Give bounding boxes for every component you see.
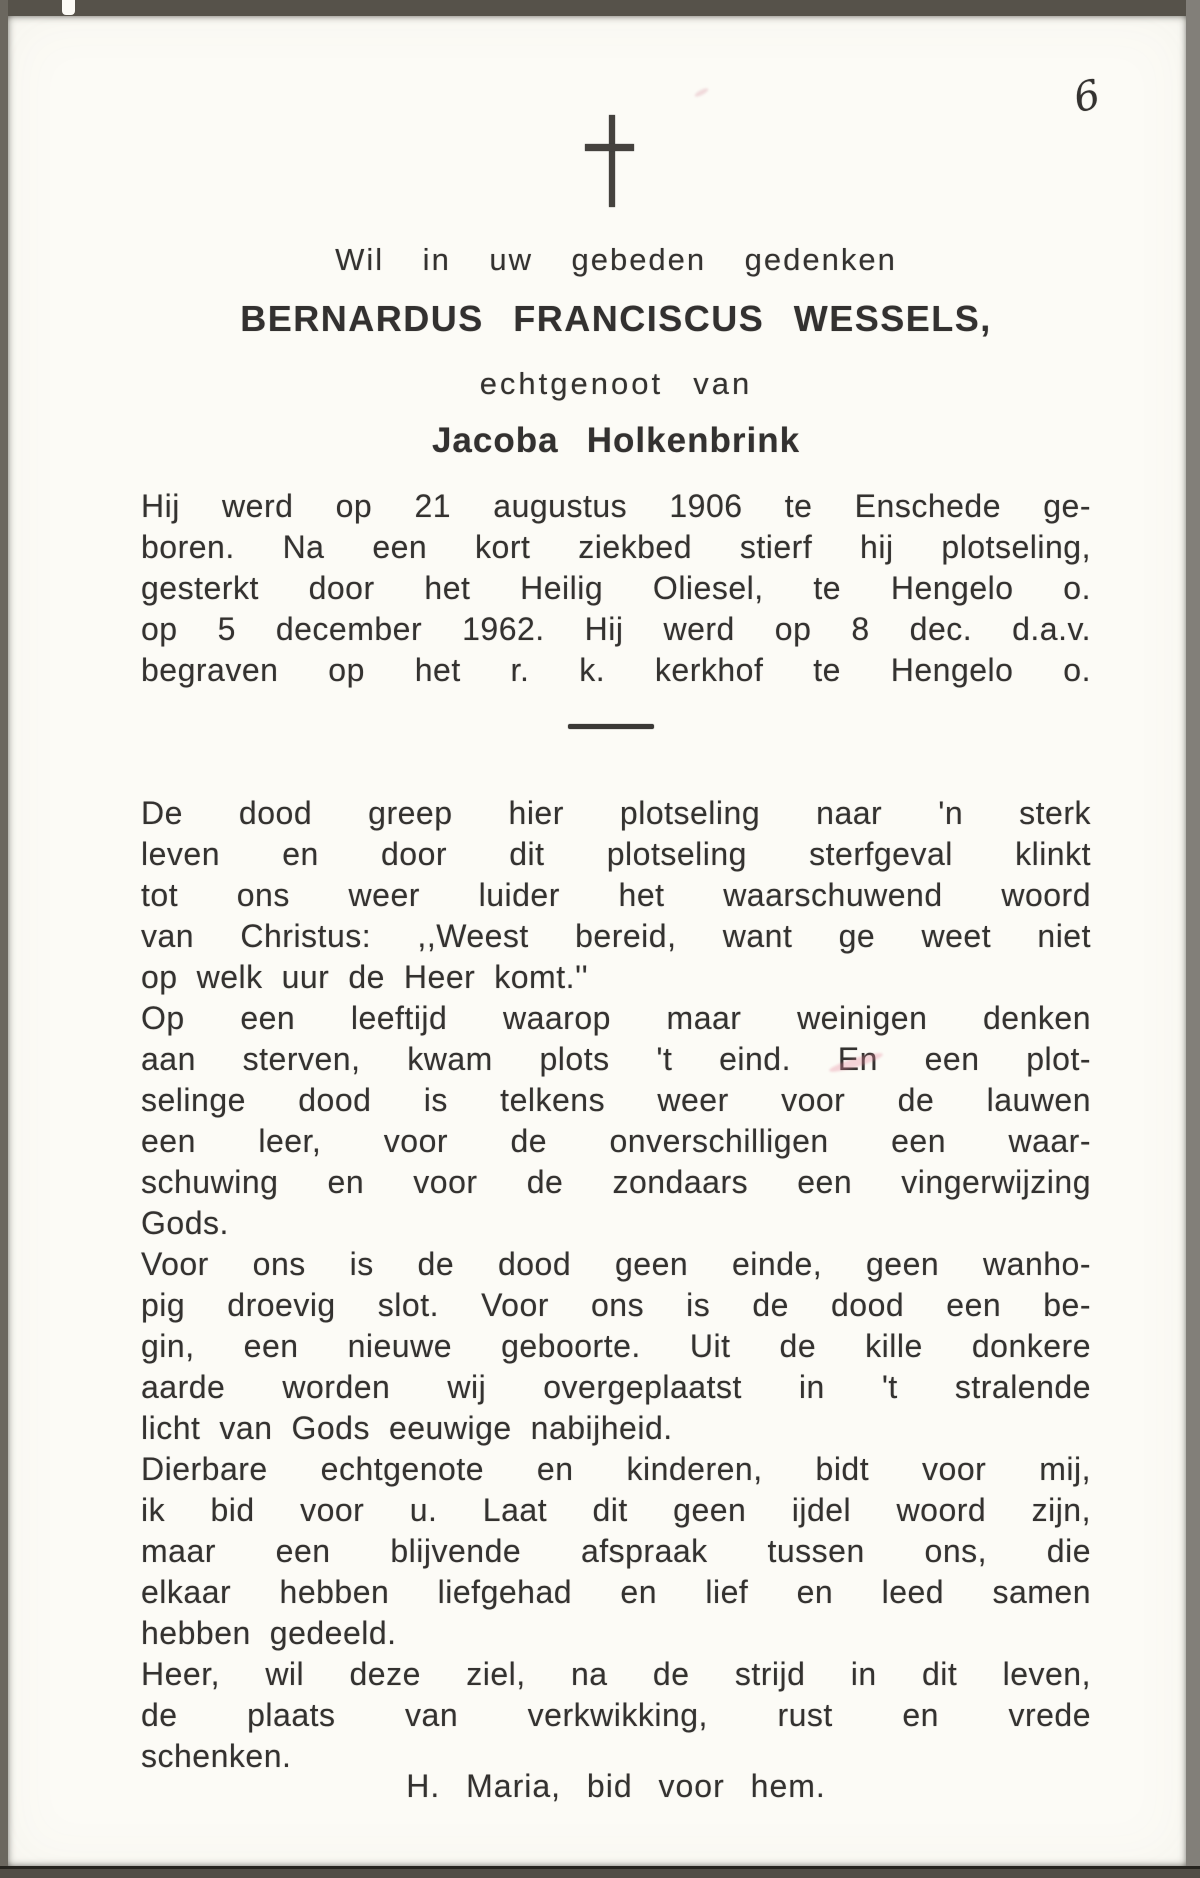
text-line: schuwing en voor de zondaars een vingerwijzing bbox=[141, 1164, 1091, 1200]
text-line: De dood greep hier plotseling naar 'n sterk bbox=[141, 795, 1091, 831]
text-line: elkaar hebben liefgehad en lief en leed samen bbox=[141, 1574, 1091, 1610]
text-line: de plaats van verkwikking, rust en vrede bbox=[141, 1697, 1091, 1733]
text-line: tot ons weer luider het waarschuwend woord bbox=[141, 877, 1091, 913]
text-line: Op een leeftijd waarop maar weinigen denken bbox=[141, 1000, 1091, 1036]
cross-icon bbox=[560, 110, 660, 215]
scan-border-notch bbox=[62, 0, 75, 15]
meditation-paragraph bbox=[141, 1449, 1091, 1654]
text-line: aan sterven, kwam plots 't eind. En een plot- bbox=[141, 1041, 1091, 1077]
text-line: op welk uur de Heer komt.'' bbox=[141, 959, 589, 995]
text-line: aarde worden wij overgeplaatst in 't stralende bbox=[141, 1369, 1091, 1405]
text-line: van Christus: ,,Weest bereid, want ge weet niet bbox=[141, 918, 1091, 954]
text-line: licht van Gods eeuwige nabijheid. bbox=[141, 1410, 673, 1446]
text-line: leven en door dit plotseling sterfgeval klinkt bbox=[141, 836, 1091, 872]
text-line: ik bid voor u. Laat dit geen ijdel woord zijn, bbox=[141, 1492, 1091, 1528]
meditation-paragraph bbox=[141, 793, 1091, 998]
spouse-name: Jacoba Holkenbrink bbox=[431, 421, 801, 460]
scan-border-top bbox=[0, 0, 1200, 16]
meditation-paragraph bbox=[141, 1654, 1091, 1777]
text-line: Hij werd op 21 augustus 1906 te Enschede ge- bbox=[141, 488, 1091, 524]
meditation-text bbox=[141, 793, 1091, 1777]
handwritten-mark: 6 bbox=[1069, 71, 1105, 123]
deceased-name: BERNARDUS FRANCISCUS WESSELS, bbox=[240, 298, 992, 339]
text-line: een leer, voor de onverschilligen een waar- bbox=[141, 1123, 1091, 1159]
section-divider bbox=[568, 724, 654, 729]
text-line: hebben gedeeld. bbox=[141, 1615, 397, 1651]
text-line: selinge dood is telkens weer voor de lauwen bbox=[141, 1082, 1091, 1118]
intro-line: Wil in uw gebeden gedenken bbox=[335, 242, 897, 277]
text-line: schenken. bbox=[141, 1738, 292, 1774]
biography-paragraph bbox=[141, 486, 1091, 691]
closing-prayer: H. Maria, bid voor hem. bbox=[406, 1768, 826, 1804]
text-line: op 5 december 1962. Hij werd op 8 dec. d.a.v. bbox=[141, 611, 1091, 647]
text-line: begraven op het r. k. kerkhof te Hengelo o. bbox=[141, 652, 1091, 688]
text-line: Gods. bbox=[141, 1205, 229, 1241]
text-line: Heer, wil deze ziel, na de strijd in dit leven, bbox=[141, 1656, 1091, 1692]
text-line: boren. Na een kort ziekbed stierf hij plotseling, bbox=[141, 529, 1091, 565]
cross-horizontal-bar bbox=[585, 144, 634, 151]
text-line: gin, een nieuwe geboorte. Uit de kille donkere bbox=[141, 1328, 1091, 1364]
relation-label: echtgenoot van bbox=[479, 366, 753, 401]
text-line: pig droevig slot. Voor ons is de dood een be- bbox=[141, 1287, 1091, 1323]
meditation-paragraph bbox=[141, 998, 1091, 1244]
text-line: Voor ons is de dood geen einde, geen wanho- bbox=[141, 1246, 1091, 1282]
meditation-paragraph bbox=[141, 1244, 1091, 1449]
scan-border-left bbox=[0, 0, 8, 1878]
text-line: gesterkt door het Heilig Oliesel, te Hengelo o. bbox=[141, 570, 1091, 606]
cross-vertical-bar bbox=[609, 115, 615, 207]
scan-border-bottom bbox=[0, 1866, 1200, 1878]
text-line: maar een blijvende afspraak tussen ons, die bbox=[141, 1533, 1091, 1569]
text-line: Dierbare echtgenote en kinderen, bidt voor mij, bbox=[141, 1451, 1091, 1487]
scan-border-right bbox=[1186, 0, 1200, 1878]
